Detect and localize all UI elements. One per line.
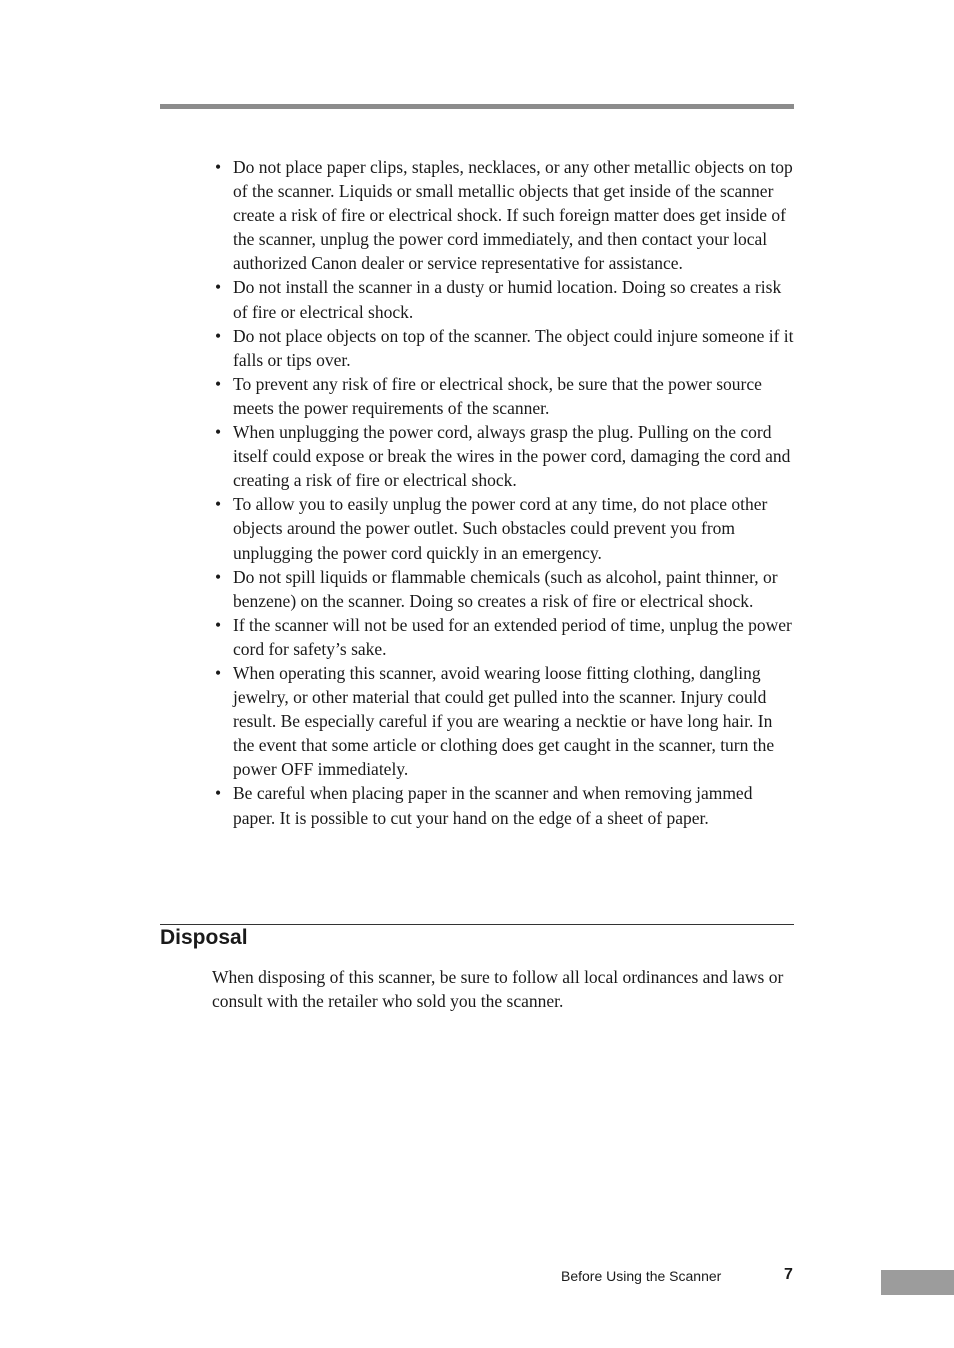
bullet-text: To prevent any risk of fire or electrical shock, be sure that the power source meets the power requirements of the scanner.	[233, 373, 762, 418]
bullet-text: Do not place objects on top of the scanner. The object could injure someone if it falls or tips over.	[233, 325, 794, 370]
list-item	[215, 565, 795, 613]
list-item	[215, 492, 795, 564]
disposal-paragraph: When disposing of this scanner, be sure to follow all local ordinances and laws or consult with the retailer who sold you the scanner.	[212, 967, 784, 1012]
list-item	[215, 324, 795, 372]
list-item	[215, 275, 795, 323]
bullet-icon: •	[215, 277, 222, 298]
bullet-icon: •	[215, 494, 222, 515]
bullet-text: When unplugging the power cord, always grasp the plug. Pulling on the cord itself could expose or break the wires in the power cord, damaging the cord and creating a risk of fire or electrical shock.	[233, 422, 791, 491]
disposal-heading: Disposal	[160, 926, 248, 949]
bullet-icon: •	[215, 566, 222, 587]
bullet-text: Do not install the scanner in a dusty or humid location. Doing so creates a risk of fire or electrical shock.	[233, 277, 782, 322]
list-item	[215, 372, 795, 420]
bullet-text: To allow you to easily unplug the power cord at any time, do not place other objects around the power outlet. Such obstacles could prevent you from unplugging the power cord quickly in an emergency.	[233, 494, 768, 563]
bullet-text: If the scanner will not be used for an extended period of time, unplug the power cord for safety’s sake.	[233, 614, 792, 659]
list-item	[215, 661, 795, 781]
footer-section-label: Before Using the Scanner	[561, 1268, 722, 1284]
thumb-index-tab	[881, 1270, 954, 1295]
list-item	[215, 781, 795, 829]
bullet-text: Be careful when placing paper in the scanner and when removing jammed paper. It is possible to cut your hand on the edge of a sheet of paper.	[233, 783, 753, 828]
bullet-icon: •	[215, 157, 222, 177]
bullet-text: Do not place paper clips, staples, necklaces, or any other metallic objects on top of the scanner. Liquids or small metallic objects that get inside of the scanner create a risk of fire or electrical shock. If such foreign matter does get inside of the scanner, unplug the power cord immediately, and then contact your local authorized Canon dealer or service representative for assistance.	[233, 157, 793, 274]
section-divider	[160, 924, 794, 925]
page-number: 7	[784, 1266, 793, 1283]
bullet-icon: •	[215, 373, 222, 394]
bullet-icon: •	[215, 783, 222, 804]
bullet-text: When operating this scanner, avoid wearing loose fitting clothing, dangling jewelry, or other material that could get pulled into the scanner. Injury could result. Be especially careful if you are wearing a necktie or have long hair. In the event that some article or clothing does get caught in the scanner, turn the power OFF immediately.	[233, 662, 775, 780]
bullet-icon: •	[215, 422, 222, 443]
header-rule	[160, 104, 794, 109]
list-item	[215, 613, 795, 661]
list-item	[215, 420, 795, 492]
list-item	[215, 155, 795, 275]
safety-bullet-list	[215, 155, 795, 830]
bullet-icon: •	[215, 662, 222, 683]
bullet-text: Do not spill liquids or flammable chemicals (such as alcohol, paint thinner, or benzene) on the scanner. Doing so creates a risk of fire or electrical shock.	[233, 566, 778, 611]
bullet-icon: •	[215, 614, 222, 635]
bullet-icon: •	[215, 325, 222, 346]
